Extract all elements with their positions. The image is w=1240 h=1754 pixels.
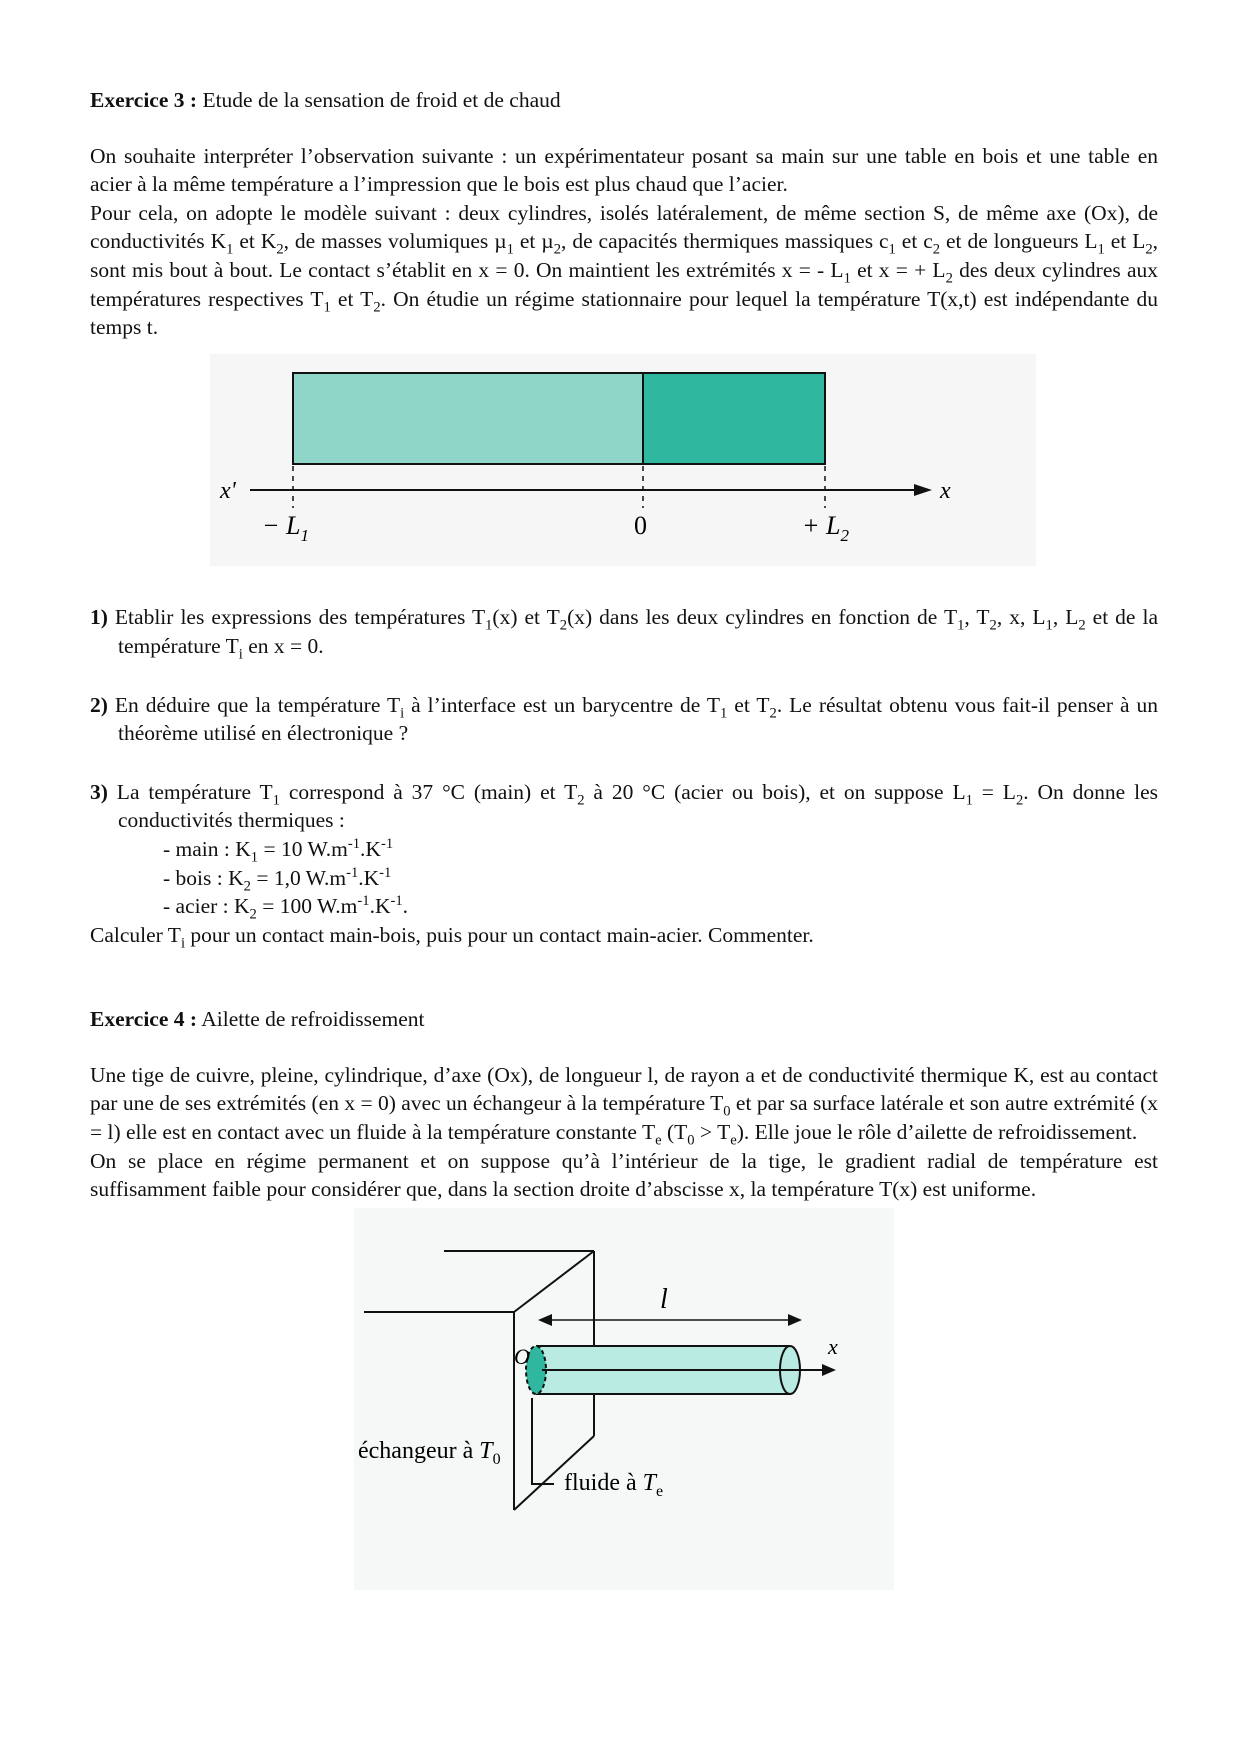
length-label: l <box>660 1283 668 1315</box>
origin-label: O <box>514 1343 530 1369</box>
label-plus-l2: + $L_2$ <box>802 510 850 545</box>
q2-number: 2) <box>90 692 108 717</box>
question-2: 2) En déduire que la température $T_i$ à l’interface est un barycentre de $T_1$ et $T_2$. Le résultat obtenu vous fait-il penser à un théorème utilisé en électronique ? <box>90 692 1158 746</box>
ex3-intro: On souhaite interpréter l’observation suivante : un expérimentateur posant sa main sur une table en bois et une table en acier à la même température a l’impression que le bois est plus chaud que l’acier. <box>90 143 1158 197</box>
question-1: 1) Etablir les expressions des températures $T_1(x)$ et $T_2(x)$ dans les deux cylindres en fonction de $T_1$, $T_2$, x, $L_1$, $L_2$ et de la température $T_i$ en x = 0. <box>90 605 1158 663</box>
ex3-model: Pour cela, on adopte le modèle suivant : deux cylindres, isolés latéralement, de même section S, de même axe (Ox), de conductivités $K_1$ et $K_2$, de masses volumiques µ$_1$ et µ$_2$, de capacités thermiques massiques $c_1$ et $c_2$ et de longueurs $L_1$ et $L_2$, sont mis bout à bout. Le contact s’établit en x = 0. On maintient les extrémités x = - $L_1$ et x = + $L_2$ des deux cylindres aux températures respectives $T_1$ et $T_2$. On étudie un régime stationnaire pour lequel la température T(x,t) est indépendante du temps t. <box>90 200 1159 340</box>
label-zero: 0 <box>634 510 647 540</box>
cylinders-figure <box>210 354 1036 566</box>
list-item-bois: - bois : $K_2 = 1,0$ $W.m^{-1}.K^{-1}$ <box>163 864 392 894</box>
ex4-intro: Une tige de cuivre, pleine, cylindrique, d’axe (Ox), de longueur l, de rayon a et de conductivité thermique K, est au contact par une de ses extrémités (en x = 0) avec un échangeur à la température $T_0$ et par sa surface latérale et son autre extrémité (x = l) elle est en contact avec un fluide à la température constante $T_e$ $(T_0 > T_e)$. Elle joue le rôle d’ailette de refroidissement. <box>90 1062 1158 1149</box>
fluid-label: fluide à $T_e$ <box>564 1469 664 1500</box>
axis-label-x-prime: x' <box>220 477 236 504</box>
q1-number: 1) <box>90 605 108 630</box>
axis-label-x: x <box>940 477 951 504</box>
q3-calc: Calculer $T_i$ pour un contact main-bois, puis pour un contact main-acier. Commenter. <box>90 922 814 951</box>
page <box>90 86 1158 1597</box>
ex4-title: Exercice 4 : Ailette de refroidissement <box>90 1007 425 1032</box>
ex3-title <box>90 86 1158 115</box>
axis-label-x: x <box>828 1333 838 1359</box>
list-item-main: - main : $K_1 = 10$ $W.m^{-1}.K^{-1}$ <box>163 835 394 866</box>
ex3-label: Exercice 3 : <box>90 88 198 112</box>
ex3-title-text: Etude de la sensation de froid et de chaud <box>197 88 561 112</box>
ex4-hypothesis: On se place en régime permanent et on suppose qu’à l’intérieur de la tige, le gradient radial de température est suffisamment faible pour considérer que, dans la section droite d’abscisse x, la température T(x) est uniforme. <box>90 1148 1158 1202</box>
q3-number: 3) <box>90 779 108 804</box>
cylinder-2 <box>643 373 825 464</box>
conductivity-list <box>90 835 1158 921</box>
exchanger-label: échangeur à $T_0$ <box>358 1437 501 1468</box>
ex4-label: Exercice 4 : <box>90 1007 198 1032</box>
label-minus-l1: − $L_1$ <box>262 510 310 545</box>
figure-background <box>354 1208 894 1590</box>
fin-figure <box>354 1208 894 1590</box>
question-3: 3) La température $T_1$ correspond à 37 °C (main) et $T_2$ à 20 °C (acier ou bois), et on suppose $L_1 = L_2$. On donne les conductivités thermiques : - main : $K_1 = 10$ $W.m^{-1}.K^{-1}$ - bois : $K_2 = 1,0$ $W.m^{-1}.K^{-1}$ - acier : $K_2 = 100$ $W.m^{-1}.K^{-1}$. Calculer $T_i$ pour un contact main-bois, puis pour un contact main-acier. Commenter. <box>90 779 1158 951</box>
cylinder-1 <box>293 373 643 464</box>
list-item-acier: - acier : $K_2 = 100$ $W.m^{-1}.K^{-1}$. <box>163 892 409 923</box>
